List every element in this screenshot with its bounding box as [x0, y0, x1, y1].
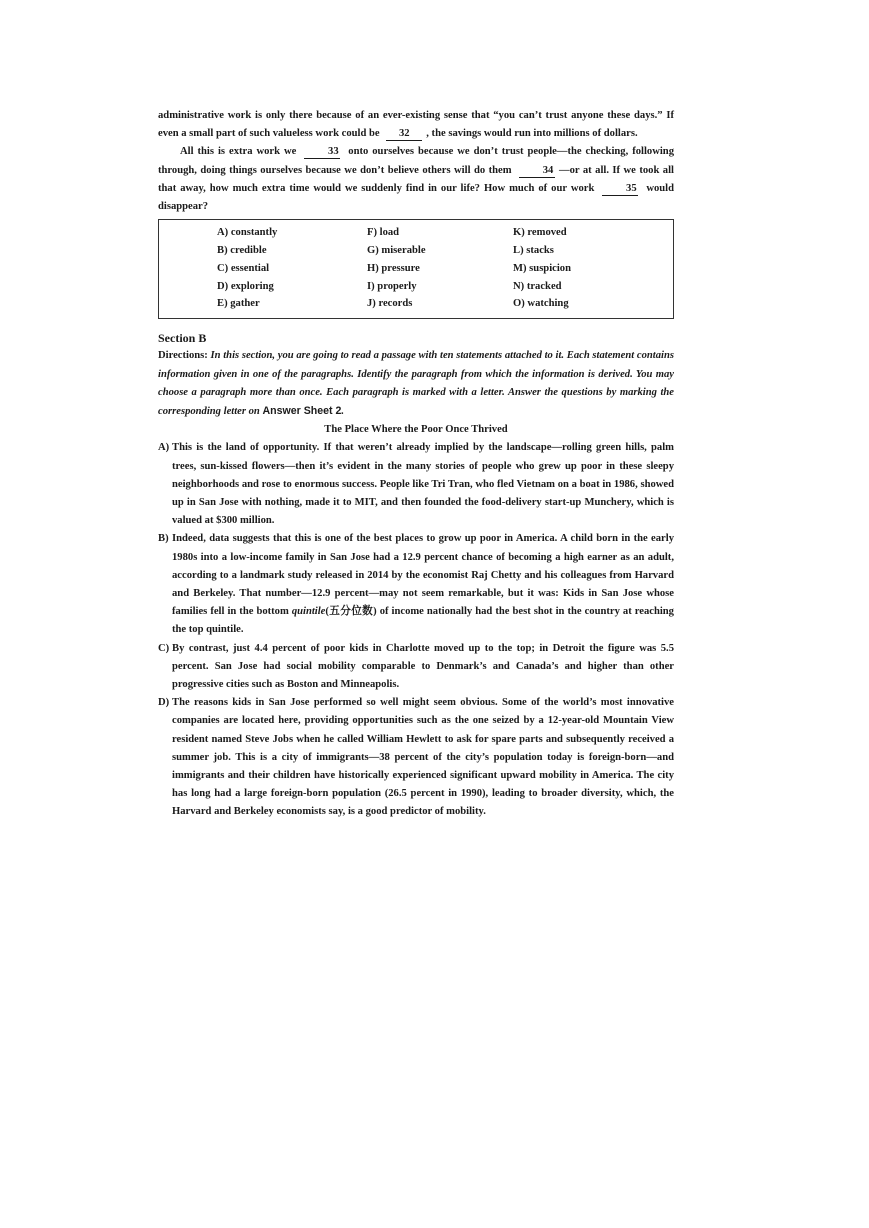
word-option: D) exploring	[217, 280, 274, 292]
paragraph-a	[158, 439, 674, 530]
line: , the savings would run into millions	[426, 128, 590, 140]
text: All this is extra work we	[180, 146, 297, 158]
paragraph-c	[158, 640, 674, 695]
word-option: B) credible	[217, 245, 267, 257]
paragraph-text: This is the land of opportunity. If that weren’t already implied by the landscape—rolling green hills, palm trees, sun-kissed flowers—then it’s evident in the many stories of people who grew up poor in these sleepy neighborhoods and rose to enormous success. People like Tri Tran, who fled Vietnam on a boat in 1986, showed up in San Jose with nothing, made it to MIT, and then founded the food-delivery start-up Munchery, which is valued at $300 million.	[172, 442, 674, 527]
directions-label: Directions:	[158, 350, 208, 362]
blank-32: 32	[386, 127, 422, 141]
word-option: O) watching	[513, 298, 569, 310]
passage-title: The Place Where the Poor Once Thrived	[324, 424, 508, 436]
paragraph-text: The reasons kids in San Jose performed so well might seem obvious. Some of the world’s most innovative companies are located here, providing opportunities such as the one seized by a 12-year-old Mountain View resident named Steve Jobs when he called William Hewlett to ask for spare parts and subsequently received a summer job. This is a city of immigrants—38 percent of the city’s population today is foreign-born—and immigrants and their children have historically experienced significant upward mobility in America. The city has long had a large foreign-born population (26.5 percent in 1990), leading to broader diversity, which, the Harvard and Berkeley economists say, is a good predictor of mobility.	[172, 697, 674, 818]
word-option: E) gather	[217, 298, 260, 310]
paragraph-letter: A)	[158, 442, 170, 454]
text: onto ourselves because we don’t trust people—the checking, following through, doing things ourselves because we don’t believe others will do them	[158, 146, 674, 176]
paragraph-d	[158, 694, 674, 821]
word-option: F) load	[367, 227, 400, 239]
word-option: N) tracked	[513, 280, 562, 292]
passage-paragraphs	[158, 439, 674, 821]
text: would disappear?	[158, 182, 674, 213]
paragraph-letter: D)	[158, 697, 170, 709]
text: Indeed, data suggests that this is one of the best places to grow up poor in America. A child born in the early 1980s into a low-income family in San Jose had a 12.9 percent chance of becoming a high earner as an adult, according to a landmark study released in 2014 by the economist Raj Chetty and his colleagues from Harvard and Berkeley. That number—12.9 percent—may not seem remarkable, but it was: Kids in San Jose whose families fell in the bottom	[172, 533, 674, 618]
exam-page	[158, 107, 674, 822]
blank-35: 35	[602, 182, 638, 196]
paragraph-text	[172, 530, 674, 639]
paragraph-letter: B)	[158, 533, 169, 545]
directions-end: .	[341, 406, 345, 418]
passage-continuation	[158, 107, 674, 143]
line: of dollars.	[592, 128, 638, 140]
section-heading: Section B	[158, 331, 207, 346]
text: of income nationally had the best shot in the country at reaching the top quintile.	[172, 606, 674, 636]
word-option: L) stacks	[513, 245, 554, 257]
line: days.” If even a small part of such valueless work could be	[158, 110, 675, 140]
answer-sheet-label: Answer Sheet 2	[262, 405, 342, 418]
line: administrative work is only there because of an ever-existing sense that “you can’t trust anyone these	[158, 110, 631, 121]
word-option: H) pressure	[367, 262, 420, 274]
text: —or at all. If we took all that away, how much extra time would we suddenly find in our life? How much of our work	[158, 164, 674, 194]
blank-33: 33	[304, 145, 340, 159]
word-option: J) records	[367, 298, 413, 310]
paragraph-text: By contrast, just 4.4 percent of poor kids in Charlotte moved up to the top; in Detroit the figure was 5.5 percent. San Jose had social mobility comparable to Denmark’s and Canada’s and higher than other progressive cities such as Boston and Minneapolis.	[172, 642, 674, 691]
word-bank	[158, 219, 674, 319]
word-bank-column-2	[367, 224, 513, 313]
directions-text: In this section, you are going to read a passage with ten statements attached to it. Each statement contains information given in one of the paragraphs. Identify the paragraph from which the information is derived. You may choose a paragraph more than once. Each paragraph is marked with a letter. Answer the questions by marking the corresponding letter on	[158, 350, 674, 418]
paragraph-b	[158, 530, 674, 639]
word-option: I) properly	[367, 280, 417, 292]
gloss: (五分位数)	[325, 606, 377, 618]
word-option: G) miserable	[367, 245, 426, 257]
term-quintile: quintile	[291, 606, 326, 618]
passage-paragraph	[158, 143, 674, 216]
blank-34: 34	[519, 164, 555, 178]
word-option: K) removed	[513, 227, 567, 239]
word-bank-column-1	[217, 224, 367, 313]
word-bank-column-3	[513, 224, 663, 313]
word-option: A) constantly	[217, 227, 278, 239]
word-option: C) essential	[217, 262, 270, 274]
paragraph-letter: C)	[158, 642, 170, 654]
directions	[158, 347, 674, 421]
word-option: M) suspicion	[513, 262, 571, 274]
